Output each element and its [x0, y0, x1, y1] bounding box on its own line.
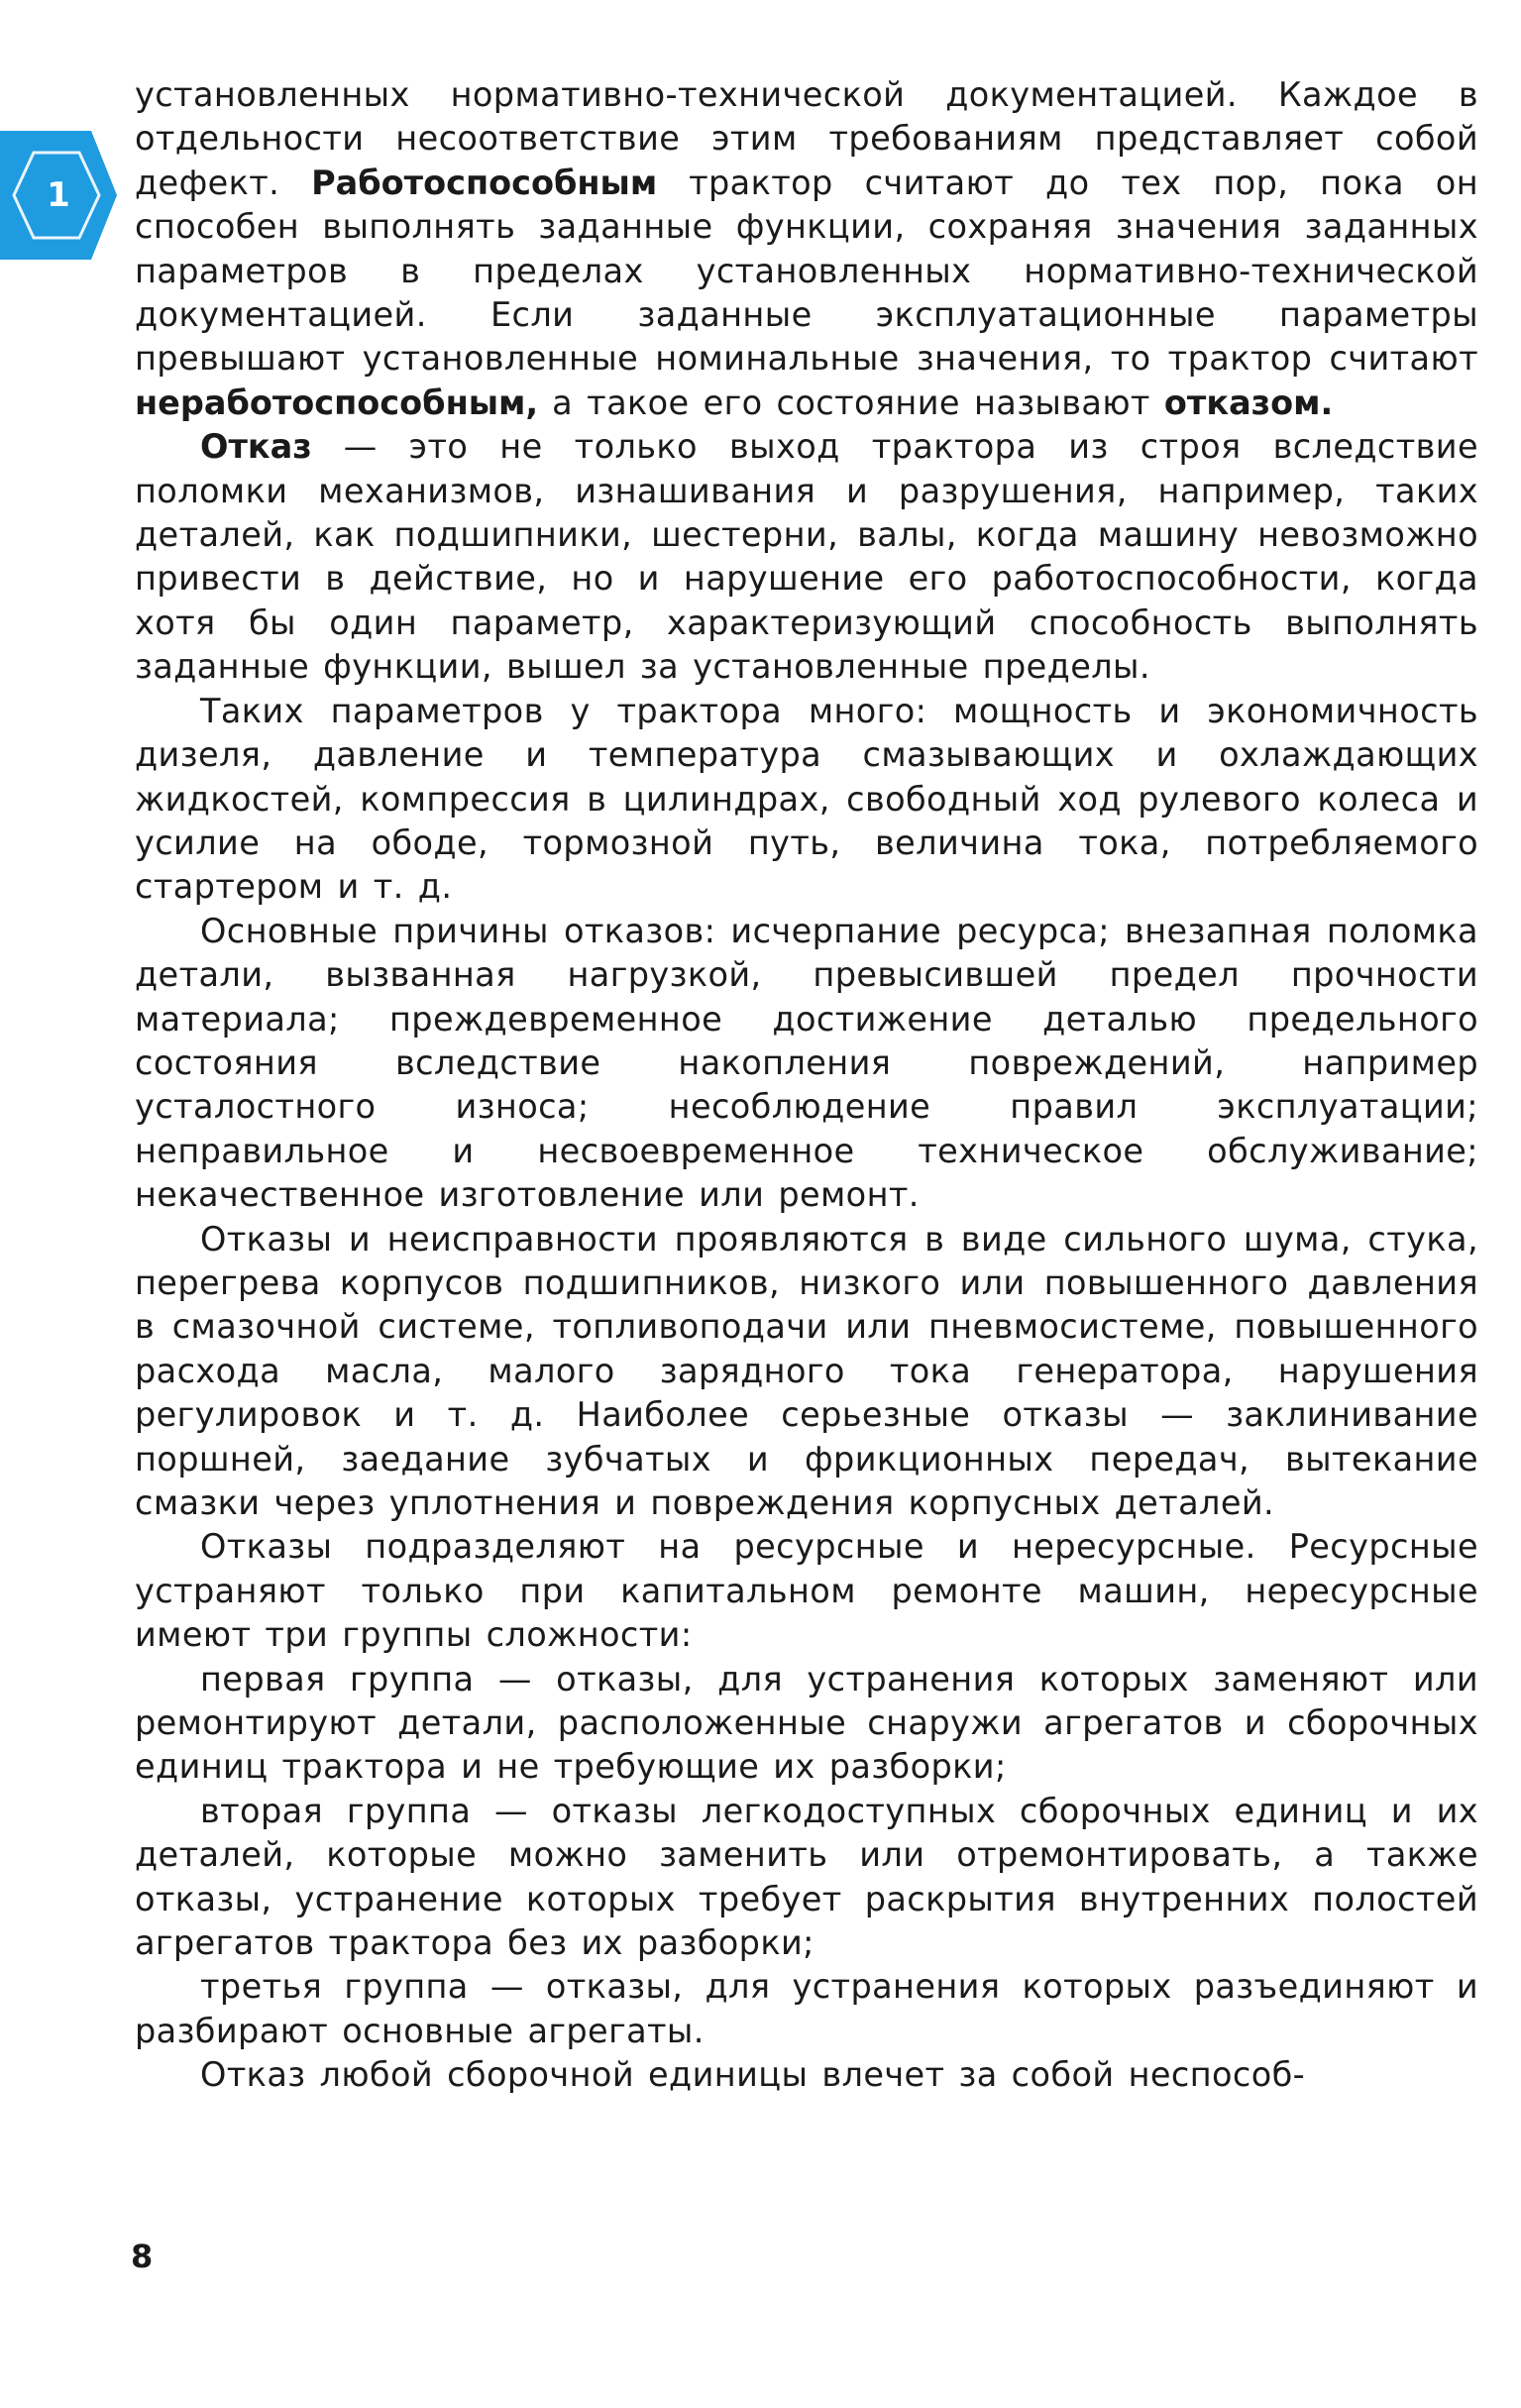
term-failure-definition: Отказ: [200, 427, 312, 467]
paragraph: Отказы подразделяют на ресурсные и нересурсные. Ресурсные устраняют только при капитальном ремонте машин, нересурсные имеют три группы сложности:: [135, 1527, 1478, 1655]
body-text: [135, 73, 1478, 2098]
paragraph: Отказы и неисправности проявляются в виде сильного шума, стука, перегрева корпусов подшипников, низкого или повышенного давления в смазочной системе, топливоподачи или пневмосистеме, повышенного расхода масла, малого зарядного тока генератора, нарушения регулировок и т. д. Наиболее серьезные отказы — заклинивание поршней, заедание зубчатых и фрикционных передач, вытекание смазки через уплотнения и повреждения корпусных деталей.: [135, 1219, 1478, 1522]
list-item: вторая группа — отказы легкодоступных сборочных единиц и их деталей, которые можно заменить или отремонтировать, а также отказы, устранение которых требует раскрытия внутренних полостей агрегатов трактора без их разборки;: [135, 1791, 1478, 1963]
paragraph: Основные причины отказов: исчерпание ресурса; внезапная поломка детали, вызванная нагрузкой, превысившей предел прочности материала; преждевременное достижение деталью предельного состояния вследствие накопления повреждений, например усталостного износа; несоблюдение правил эксплуатации; неправильное и несвоевременное техническое обслуживание; некачественное изготовление или ремонт.: [135, 911, 1478, 1215]
term-inoperable: неработоспособным,: [135, 383, 539, 422]
paragraph: Таких параметров у трактора много: мощность и экономичность дизеля, давление и температура смазывающих и охлаждающих жидкостей, компрессия в цилиндрах, свободный ход рулевого колеса и усилие на ободе, тормозной путь, величина тока, потребляемого стартером и т. д.: [135, 691, 1478, 907]
page-number: 8: [131, 2238, 154, 2275]
chapter-number: 1: [47, 175, 70, 215]
list-item: первая группа — отказы, для устранения которых заменяют или ремонтируют детали, расположенные снаружи агрегатов и сборочных единиц трактора и не требующие их разборки;: [135, 1659, 1478, 1787]
paragraph: Отказ — это не только выход трактора из строя вследствие поломки механизмов, изнашивания и разрушения, например, таких деталей, как подшипники, шестерни, валы, когда машину невозможно привести в действие, но и нарушение его работоспособности, когда хотя бы один параметр, характеризующий способность выполнять заданные функции, вышел за установленные пределы.: [135, 427, 1478, 687]
paragraph: установленных нормативно-технической документацией. Каждое в отдельности несоответствие этим требованиям представляет собой дефект. Работоспособным трактор считают до тех пор, пока он способен выполнять заданные функции, сохраняя значения заданных параметров в пределах установленных нормативно-технической документацией. Если заданные эксплуатационные параметры превышают установленные номинальные значения, то трактор считают неработоспособным, а такое его состояние называют отказом.: [135, 75, 1478, 422]
paragraph: Отказ любой сборочной единицы влечет за собой неспособ-: [200, 2055, 1306, 2095]
list-item: третья группа — отказы, для устранения которых разъединяют и разбирают основные агрегаты.: [135, 1967, 1478, 2050]
term-failure: отказом.: [1163, 383, 1334, 422]
term-operable: Работоспособным: [311, 163, 658, 202]
